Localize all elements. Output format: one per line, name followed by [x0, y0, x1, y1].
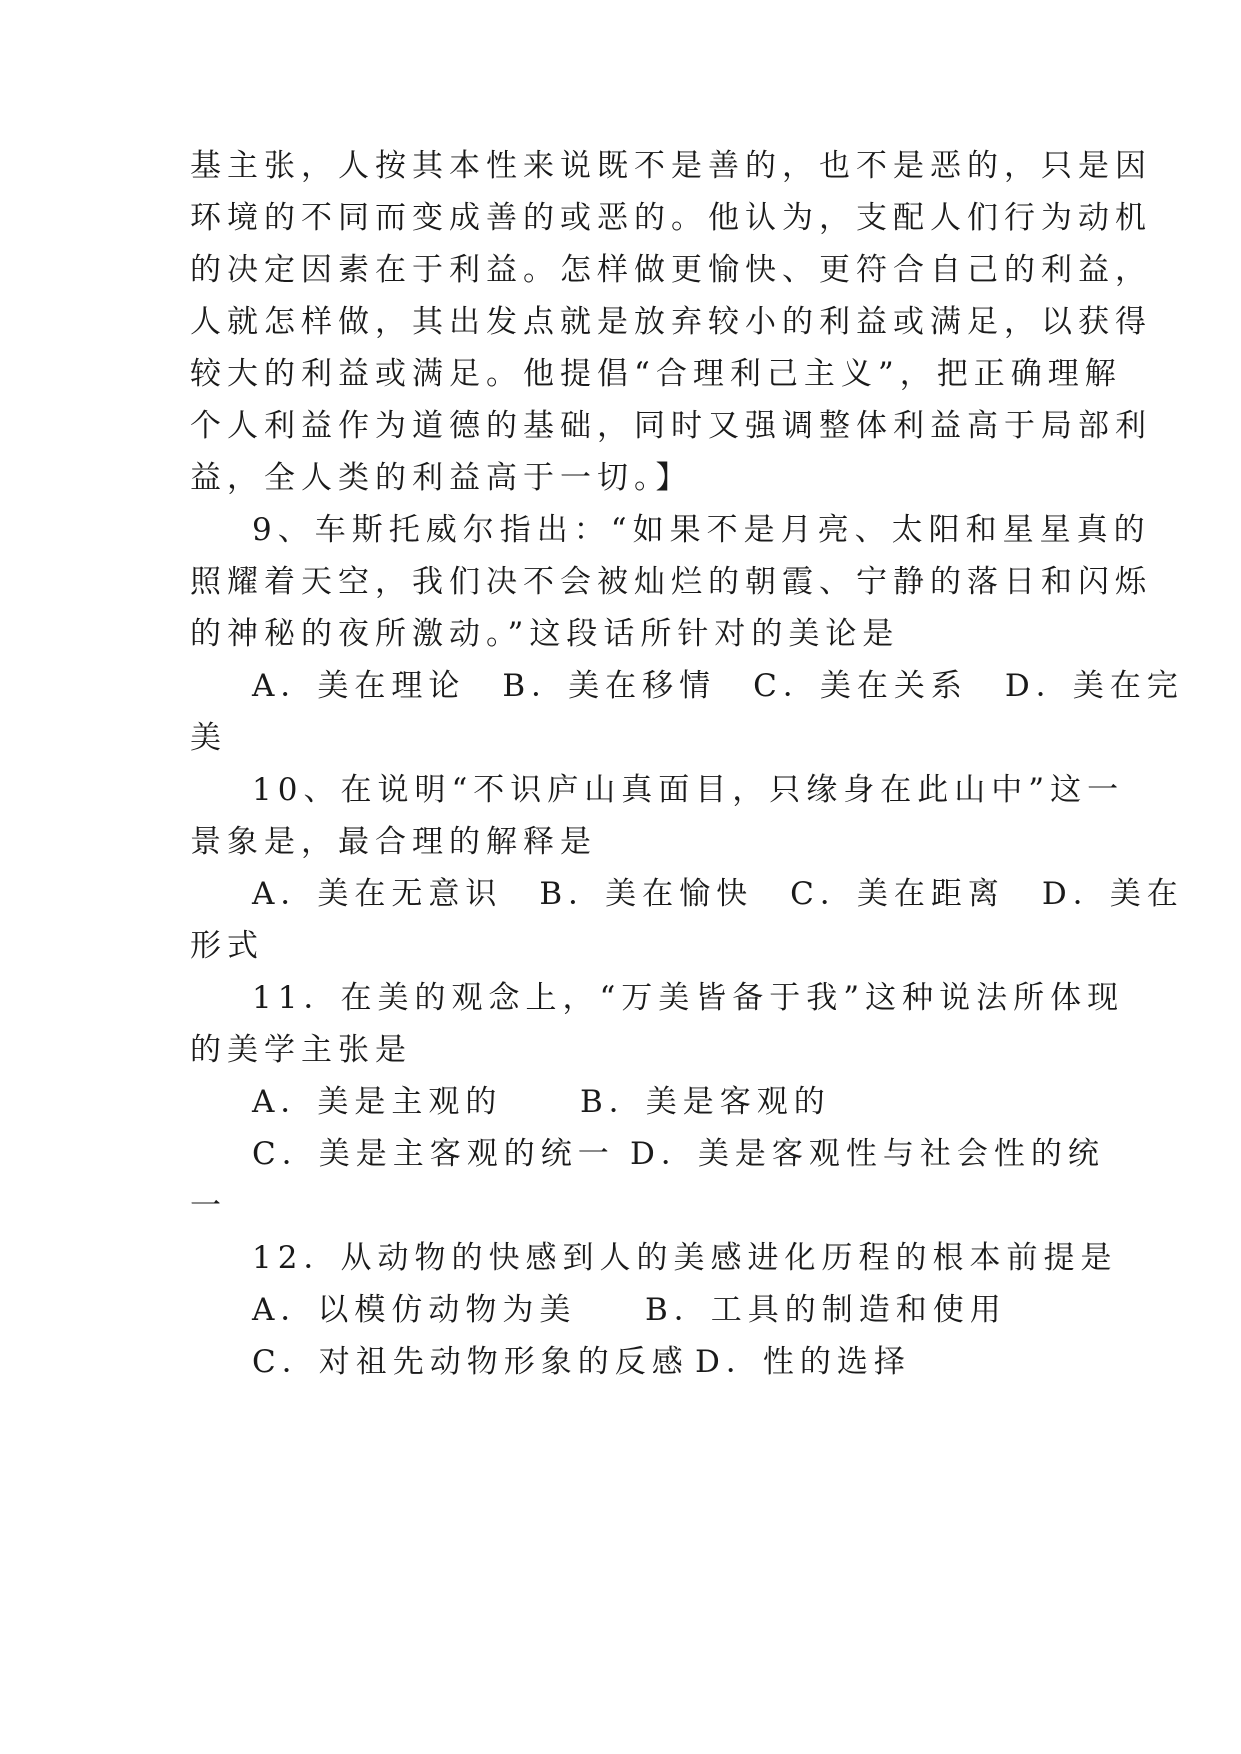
question-11-option-a: A．美是主观的 — [252, 1084, 503, 1120]
paragraph-line: 益，全人类的利益高于一切。】 — [190, 460, 693, 496]
question-10-line: 景象是，最合理的解释是 — [190, 824, 597, 860]
question-12-line: 12．从动物的快感到人的美感进化历程的根本前提是 — [252, 1240, 1118, 1276]
question-10-options-cont: 形式 — [190, 928, 264, 964]
question-11-option-c: C．美是主客观的统一 — [252, 1136, 615, 1172]
question-11-line: 11．在美的观念上，“万美皆备于我”这种说法所体现 — [252, 980, 1125, 1016]
question-10-options: A．美在无意识 B．美在愉快 C．美在距离 D．美在 — [252, 876, 1184, 912]
paragraph-line: 人就怎样做，其出发点就是放弃较小的利益或满足，以获得 — [190, 304, 1152, 340]
question-12-option-a: A．以模仿动物为美 — [252, 1292, 577, 1328]
question-10-line: 10、在说明“不识庐山真面目，只缘身在此山中”这一 — [252, 772, 1125, 808]
paragraph-line: 环境的不同而变成善的或恶的。他认为，支配人们行为动机 — [190, 200, 1152, 236]
question-12-option-d: D．性的选择 — [695, 1344, 911, 1380]
question-9-options-cont: 美 — [190, 720, 227, 756]
question-11-option-d-cont: 一 — [190, 1188, 227, 1224]
paragraph-line: 的决定因素在于利益。怎样做更愉快、更符合自己的利益， — [190, 252, 1152, 288]
question-11-line: 的美学主张是 — [190, 1032, 412, 1068]
question-9-line: 照耀着天空，我们决不会被灿烂的朝霞、宁静的落日和闪烁 — [190, 564, 1152, 600]
paragraph-line: 个人利益作为道德的基础，同时又强调整体利益高于局部利 — [190, 408, 1152, 444]
question-9-line: 9、车斯托威尔指出：“如果不是月亮、太阳和星星真的 — [252, 512, 1151, 548]
paragraph-line: 基主张，人按其本性来说既不是善的，也不是恶的，只是因 — [190, 148, 1152, 184]
question-12-option-c: C．对祖先动物形象的反感 — [252, 1344, 689, 1380]
question-9-options: A．美在理论 B．美在移情 C．美在关系 D．美在完 — [252, 668, 1184, 704]
paragraph-line: 较大的利益或满足。他提倡“合理利己主义”，把正确理解 — [190, 356, 1122, 392]
question-11-option-d: D．美是客观性与社会性的统 — [630, 1136, 1105, 1172]
question-11-option-b: B．美是客观的 — [580, 1084, 831, 1120]
question-12-option-b: B．工具的制造和使用 — [645, 1292, 1007, 1328]
question-9-line: 的神秘的夜所激动。”这段话所针对的美论是 — [190, 616, 900, 652]
